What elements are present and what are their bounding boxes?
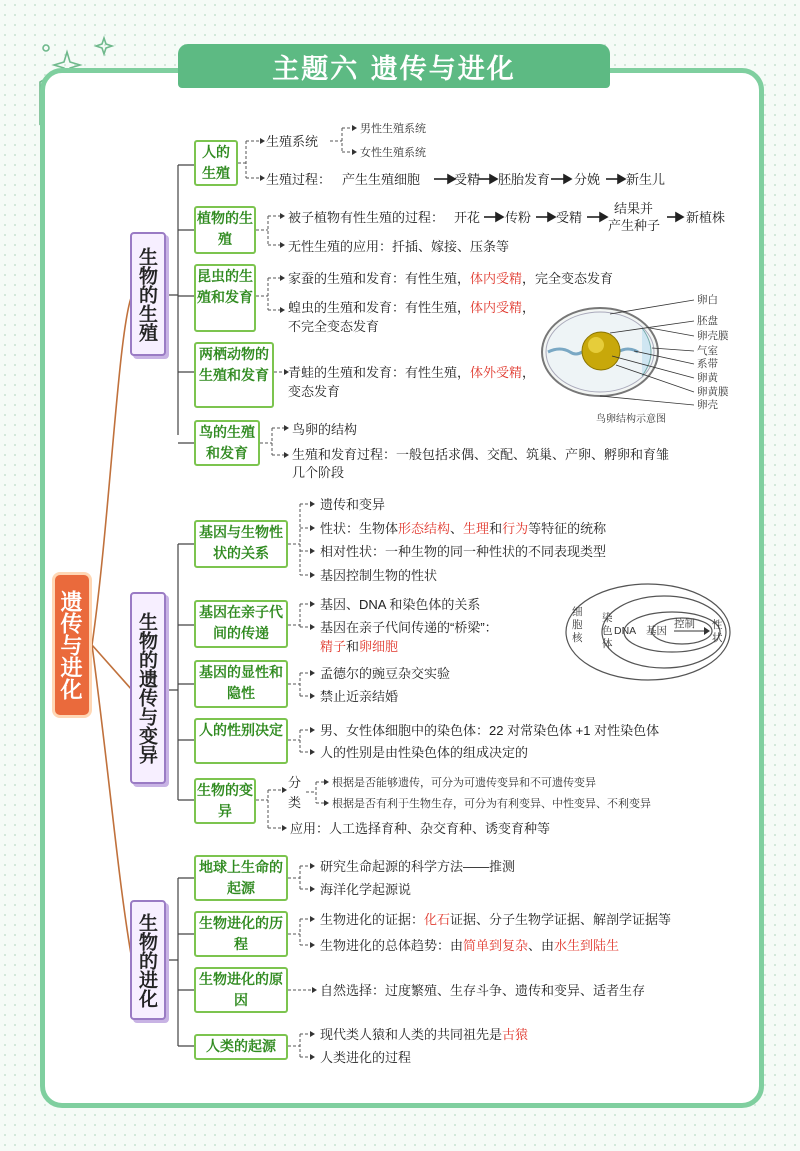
history-trend: 生物进化的总体趋势：由简单到复杂、由水生到陆生 bbox=[320, 938, 620, 953]
nest-trait: 性状 bbox=[712, 619, 723, 644]
sex-determination: 人的性别是由性染色体的组成决定的 bbox=[320, 745, 529, 760]
plant-step-flower: 开花 bbox=[454, 210, 481, 225]
egg-label-air-cell: 气室 bbox=[697, 345, 718, 357]
origin-ocean: 海洋化学起源说 bbox=[320, 882, 412, 897]
locust-development: 不完全变态发育 bbox=[288, 319, 380, 334]
sub-gene-transfer: 基因在亲子代间的传递 bbox=[194, 600, 288, 648]
locust-line: 蝗虫的生殖和发育：有性生殖，体内受精， bbox=[288, 300, 536, 315]
variation-heritable: 根据是否能够遗传，可分为可遗传变异和不可遗传变异 bbox=[332, 777, 596, 789]
dominance-mendel: 孟德尔的豌豆杂交实验 bbox=[320, 666, 451, 681]
sub-origin-of-life: 地球上生命的起源 bbox=[194, 855, 288, 901]
sub-bird-reproduction: 鸟的生殖和发育 bbox=[194, 420, 260, 466]
sub-dominance: 基因的显性和隐性 bbox=[194, 660, 288, 708]
plant-asexual: 无性生殖的应用：扦插、嫁接、压条等 bbox=[288, 239, 510, 254]
egg-caption: 鸟卵结构示意图 bbox=[596, 414, 666, 425]
branch-evolution: 生物的进化 bbox=[130, 900, 166, 1020]
gene-bridge-cells: 精子和卵细胞 bbox=[320, 639, 399, 654]
gene-trait-definition: 性状：生物体形态结构、生理和行为等特征的统称 bbox=[320, 521, 607, 536]
nest-cell-nucleus: 细胞核 bbox=[572, 606, 583, 644]
history-evidence: 生物进化的证据：化石证据、分子生物学证据、解剖学证据等 bbox=[320, 912, 672, 927]
sub-evolution-history: 生物进化的历程 bbox=[194, 911, 288, 957]
sub-evolution-cause: 生物进化的原因 bbox=[194, 967, 288, 1013]
human-evolution-process: 人类进化的过程 bbox=[320, 1050, 412, 1065]
egg-label-shell: 卵壳 bbox=[697, 399, 718, 411]
variation-classify-1: 分 bbox=[288, 775, 302, 790]
root-node: 遗传与进化 bbox=[52, 572, 92, 718]
dominance-marriage: 禁止近亲结婚 bbox=[320, 689, 399, 704]
plant-step-fertilization: 受精 bbox=[556, 210, 583, 225]
nest-control: 控制 bbox=[674, 618, 695, 630]
sex-chromosomes: 男、女性体细胞中的染色体：22 对常染色体 +1 对性染色体 bbox=[320, 723, 660, 738]
nest-chromosome: 染色体 bbox=[602, 612, 613, 650]
female-system: 女性生殖系统 bbox=[360, 147, 426, 159]
plant-step-seed: 产生种子 bbox=[608, 218, 661, 233]
sub-variation: 生物的变异 bbox=[194, 778, 256, 824]
step-birth: 分娩 bbox=[574, 172, 601, 187]
gene-dna-chromosome: 基因、DNA 和染色体的关系 bbox=[320, 597, 481, 612]
sub-gene-trait: 基因与生物性状的关系 bbox=[194, 520, 288, 568]
egg-label-chalaza: 系带 bbox=[697, 358, 718, 370]
human-ancestor: 现代类人猿和人类的共同祖先是古猿 bbox=[320, 1027, 529, 1042]
bird-process-stages: 几个阶段 bbox=[292, 465, 345, 480]
sub-plant-reproduction: 植物的生殖 bbox=[194, 206, 256, 254]
gene-bridge: 基因在亲子代间传递的“桥梁”： bbox=[320, 620, 498, 635]
plant-sexual-label: 被子植物有性生殖的过程： bbox=[288, 210, 445, 225]
plant-step-pollination: 传粉 bbox=[505, 210, 532, 225]
branch-heredity-variation: 生物的遗传与变异 bbox=[130, 592, 166, 784]
cause-natural-selection: 自然选择：过度繁殖、生存斗争、遗传和变异、适者生存 bbox=[320, 983, 646, 998]
egg-label-yolk-membrane: 卵黄膜 bbox=[697, 386, 729, 398]
egg-label-germinal-disc: 胚盘 bbox=[697, 315, 718, 327]
male-system: 男性生殖系统 bbox=[360, 123, 426, 135]
branch-reproduction: 生物的生殖 bbox=[130, 232, 166, 356]
sub-human-origin: 人类的起源 bbox=[194, 1034, 288, 1060]
egg-label-yolk: 卵黄 bbox=[697, 372, 718, 384]
sub-amphibian-reproduction: 两栖动物的生殖和发育 bbox=[194, 342, 274, 408]
frog-development: 变态发育 bbox=[288, 384, 341, 399]
step-newborn: 新生儿 bbox=[626, 172, 666, 187]
gene-trait-control: 基因控制生物的性状 bbox=[320, 568, 438, 583]
egg-label-shell-membrane: 卵壳膜 bbox=[697, 330, 729, 342]
sub-human-reproduction: 人的生殖 bbox=[194, 140, 238, 186]
egg-label-albumen: 卵白 bbox=[697, 294, 718, 306]
variation-application: 应用：人工选择育种、杂交育种、诱变育种等 bbox=[290, 821, 551, 836]
frog-line: 青蛙的生殖和发育：有性生殖，体外受精， bbox=[288, 365, 536, 380]
bird-process: 生殖和发育过程：一般包括求偶、交配、筑巢、产卵、孵卵和育雏 bbox=[292, 447, 670, 462]
step-gamete: 产生生殖细胞 bbox=[342, 172, 421, 187]
variation-classify-2: 类 bbox=[288, 795, 302, 810]
plant-step-fruit: 结果并 bbox=[614, 201, 654, 216]
sub-sex-determination: 人的性别决定 bbox=[194, 718, 288, 764]
sub-insect-reproduction: 昆虫的生殖和发育 bbox=[194, 264, 256, 332]
bird-egg-structure: 鸟卵的结构 bbox=[292, 422, 358, 437]
silkworm-line: 家蚕的生殖和发育：有性生殖，体内受精，完全变态发育 bbox=[288, 271, 614, 286]
step-fertilization: 受精 bbox=[454, 172, 481, 187]
human-system: 生殖系统 bbox=[266, 134, 319, 149]
nest-dna: DNA bbox=[614, 625, 637, 637]
page-title: 主题六 遗传与进化 bbox=[178, 44, 610, 88]
variation-beneficial: 根据是否有利于生物生存，可分为有利变异、中性变异、不利变异 bbox=[332, 798, 651, 810]
origin-method: 研究生命起源的科学方法——推测 bbox=[320, 859, 516, 874]
process-label: 生殖过程： bbox=[266, 172, 332, 187]
gene-trait-heredity: 遗传和变异 bbox=[320, 497, 386, 512]
gene-trait-relative: 相对性状：一种生物的同一种性状的不同表现类型 bbox=[320, 544, 607, 559]
step-embryo: 胚胎发育 bbox=[498, 172, 551, 187]
nest-gene: 基因 bbox=[646, 625, 667, 637]
plant-step-new-plant: 新植株 bbox=[686, 210, 726, 225]
